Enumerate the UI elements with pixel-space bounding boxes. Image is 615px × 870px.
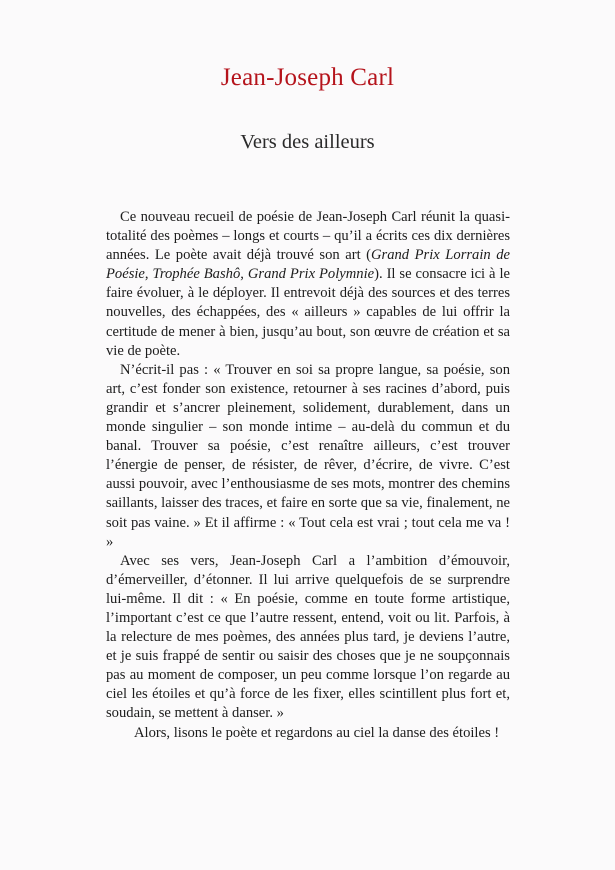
blurb-text: [106, 208, 510, 743]
paragraph-1-text-start: Ce nouveau recueil de poésie de Jean-Joseph Carl réunit la quasi-totalité des poèmes – longs et courts – qu’il a écrits ces dix dernières années. Le poète avait déjà trouvé son art (: [106, 209, 510, 264]
paragraph-1-text-end: ). Il se consacre ici à le faire évoluer, à le déployer. Il entrevoit déjà des sources et des terres nouvelles, des échappées, des « ailleurs » capables de lui offrir la certitude de mener à bien, jusqu’au bout, son œuvre de création et sa vie de poète.: [106, 266, 511, 359]
paragraph-3: Avec ses vers, Jean-Joseph Carl a l’ambition d’émouvoir, d’émerveiller, d’étonner. Il lui arrive quelquefois de se surprendre lui-même. Il dit : « En poésie, comme en toute forme artistique, l’important c’est ce que l’autre ressent, entend, voit ou lit. Parfois, à la relecture de mes poèmes, des années plus tard, je deviens l’autre, et je suis frappé de sentir ou saisir des choses que je ne soupçonnais pas au moment de composer, un peu comme lorsque l’on regarde au ciel les étoiles et qu’à force de les fixer, elles scintillent plus fort et, soudain, se mettent à danser. »: [106, 552, 510, 722]
paragraph-2: N’écrit-il pas : « Trouver en soi sa propre langue, sa poésie, son art, c’est fonder son existence, retourner à ses racines d’abord, puis grandir et s’ancrer pleinement, solidement, durablement, dans un monde singulier – son monde intime – au-delà du commun et du banal. Trouver sa poésie, c’est renaître ailleurs, c’est trouver l’énergie de penser, de résister, de rêver, d’écrire, de vivre. C’est aussi pouvoir, avec l’enthousiasme de ses mots, montrer des chemins saillants, laisser des traces, et faire en sorte que sa vie, finalement, ne soit pas vaine. » Et il affirme : « Tout cela est vrai ; tout cela me va ! »: [106, 361, 510, 550]
award-separator: ,: [240, 266, 248, 283]
author-name: Jean-Joseph Carl: [220, 64, 395, 91]
paragraph-1: [106, 208, 510, 361]
book-title: Vers des ailleurs: [240, 131, 375, 153]
award-separator: ,: [144, 266, 153, 283]
award-grand-prix-polymnie: Grand Prix Polymnie: [247, 266, 375, 283]
paragraph-4: Alors, lisons le poète et regardons au ciel la danse des étoiles !: [134, 724, 500, 741]
award-grand-prix-lorrain: Grand Prix Lorrain de Poésie: [106, 247, 510, 283]
award-trophee-basho: Trophée Bashô: [152, 266, 241, 283]
